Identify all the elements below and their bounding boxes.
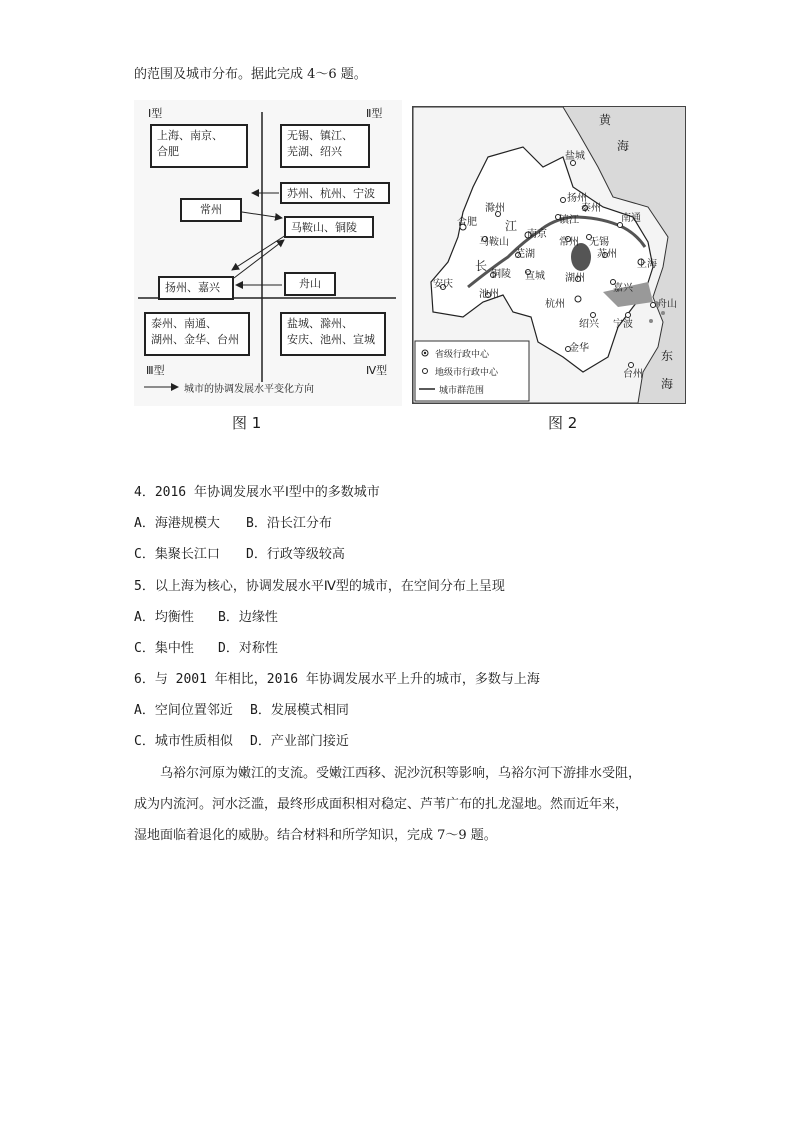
legend-provincial-label: 省级行政中心	[435, 350, 490, 360]
river-label-1: 长	[475, 259, 488, 273]
question-6-option-d: D．产业部门接近	[250, 734, 349, 749]
box-line: 上海、南京、	[157, 129, 223, 142]
arrow-yangzhou-to-II	[234, 240, 284, 278]
box-line: 盐城、滁州、	[287, 317, 353, 330]
question-5-option-d: D．对称性	[218, 641, 278, 656]
city-dot	[575, 296, 581, 302]
sea-label-yellow-1: 黄	[599, 113, 612, 127]
box-line: 泰州、南通、	[151, 317, 217, 330]
map-city-label: 镇江	[559, 215, 579, 226]
sea-label-east-2: 海	[661, 377, 674, 391]
map-city-label: 南京	[527, 229, 547, 240]
box-line: 无锡、镇江、	[287, 129, 353, 142]
map-city-label: 池州	[479, 289, 499, 300]
figure-1-caption: 图 1	[232, 414, 262, 432]
question-5-option-a: A．均衡性	[134, 610, 194, 625]
type-I-label: Ⅰ型	[148, 107, 163, 120]
question-5-option-c: C．集中性	[134, 641, 194, 656]
question-4-option-c: C．集聚长江口	[134, 547, 220, 562]
map-city-label: 芜湖	[515, 249, 535, 260]
question-6-option-c: C．城市性质相似	[134, 734, 233, 749]
question-6-option-b: B．发展模式相同	[250, 703, 349, 718]
map-city-label: 金华	[569, 343, 589, 354]
question-4-option-a: A．海港规模大	[134, 516, 220, 531]
river-label-2: 江	[505, 219, 518, 233]
map-city-label: 南通	[621, 213, 641, 224]
map-city-label: 杭州	[545, 299, 565, 310]
question-5-stem: 5．以上海为核心，协调发展水平Ⅳ型的城市，在空间分布上呈现	[134, 579, 505, 594]
map-city-label: 铜陵	[491, 269, 511, 280]
question-4-option-d: D．行政等级较高	[246, 547, 345, 562]
map-city-label: 常州	[559, 237, 579, 248]
box-line: 马鞍山、铜陵	[291, 221, 357, 234]
figure-1-legend: 城市的协调发展水平变化方向	[184, 384, 314, 395]
box-line: 苏州、杭州、宁波	[287, 187, 375, 200]
question-4-stem: 4．2016 年协调发展水平Ⅰ型中的多数城市	[134, 485, 380, 500]
map-city-label: 绍兴	[579, 319, 599, 330]
legend-prefecture-label: 地级市行政中心	[435, 368, 499, 378]
map-city-label: 泰州	[581, 203, 601, 214]
arrow-maanshan-to-III	[232, 235, 286, 270]
map-city-label: 湖州	[565, 273, 585, 284]
map-city-label: 盐城	[565, 151, 585, 162]
figure-2-caption: 图 2	[548, 414, 578, 432]
island	[661, 311, 665, 315]
box-line: 常州	[200, 203, 222, 216]
map-city-label: 安庆	[433, 279, 453, 290]
box-changzhou	[180, 198, 242, 222]
box-taizhou-nantong	[144, 312, 250, 356]
box-line: 湖州、金华、台州	[151, 333, 239, 346]
box-suzhou-hangzhou-ningbo	[280, 182, 390, 204]
map-city-label: 宁波	[613, 319, 633, 330]
map-city-label: 台州	[623, 369, 643, 380]
box-yangzhou-jiaxing	[158, 276, 234, 300]
box-wuxi-zhenjiang	[280, 124, 370, 168]
type-III-label: Ⅲ型	[146, 364, 165, 377]
map-city-label: 嘉兴	[613, 283, 633, 294]
box-line: 安庆、池州、宣城	[287, 333, 375, 346]
box-line: 芜湖、绍兴	[287, 145, 342, 158]
map-city-label: 宣城	[525, 271, 545, 282]
box-yancheng-chuzhou	[280, 312, 386, 356]
question-6-option-a: A．空间位置邻近	[134, 703, 233, 718]
legend-boundary-label: 城市群范围	[439, 386, 485, 396]
figure-1	[134, 100, 402, 406]
box-zhoushan	[284, 272, 336, 296]
map-city-label: 合肥	[457, 217, 477, 228]
type-IV-label: Ⅳ型	[366, 364, 388, 377]
city-dot	[651, 303, 656, 308]
question-4-option-b: B．沿长江分布	[246, 516, 332, 531]
map-city-label: 马鞍山	[479, 237, 509, 248]
sea-label-yellow-2: 海	[617, 139, 630, 153]
city-dot	[561, 198, 566, 203]
intro-text: 的范围及城市分布。据此完成 4～6 题。	[134, 67, 367, 82]
map-city-label: 苏州	[597, 249, 617, 260]
passage-line-3: 湿地面临着退化的威胁。结合材料和所学知识，完成 7～9 题。	[134, 828, 497, 843]
passage-line-1: 乌裕尔河原为嫩江的支流。受嫩江西移、泥沙沉积等影响，乌裕尔河下游排水受阻，	[160, 766, 642, 781]
box-line: 合肥	[157, 145, 179, 158]
map-city-label: 滁州	[485, 203, 505, 214]
box-line: 舟山	[299, 277, 321, 290]
map-city-label: 无锡	[589, 237, 609, 248]
map-city-label: 扬州	[567, 193, 587, 204]
passage-line-2: 成为内流河。河水泛滥，最终形成面积相对稳定、芦苇广布的扎龙湿地。然而近年来，	[134, 797, 629, 812]
type-II-label: Ⅱ型	[366, 107, 383, 120]
question-5-option-b: B．边缘性	[218, 610, 278, 625]
box-shanghai-nanjing-hefei	[150, 124, 248, 168]
box-maanshan-tongling	[284, 216, 374, 238]
legend-prefecture-symbol	[423, 369, 428, 374]
map-city-label: 上海	[637, 259, 657, 270]
box-line: 扬州、嘉兴	[165, 281, 220, 294]
question-6-stem: 6．与 2001 年相比，2016 年协调发展水平上升的城市，多数与上海	[134, 672, 540, 687]
map-city-label: 舟山	[657, 299, 677, 310]
sea-label-east-1: 东	[661, 349, 674, 363]
island	[649, 319, 653, 323]
figure-2-map	[412, 106, 686, 404]
